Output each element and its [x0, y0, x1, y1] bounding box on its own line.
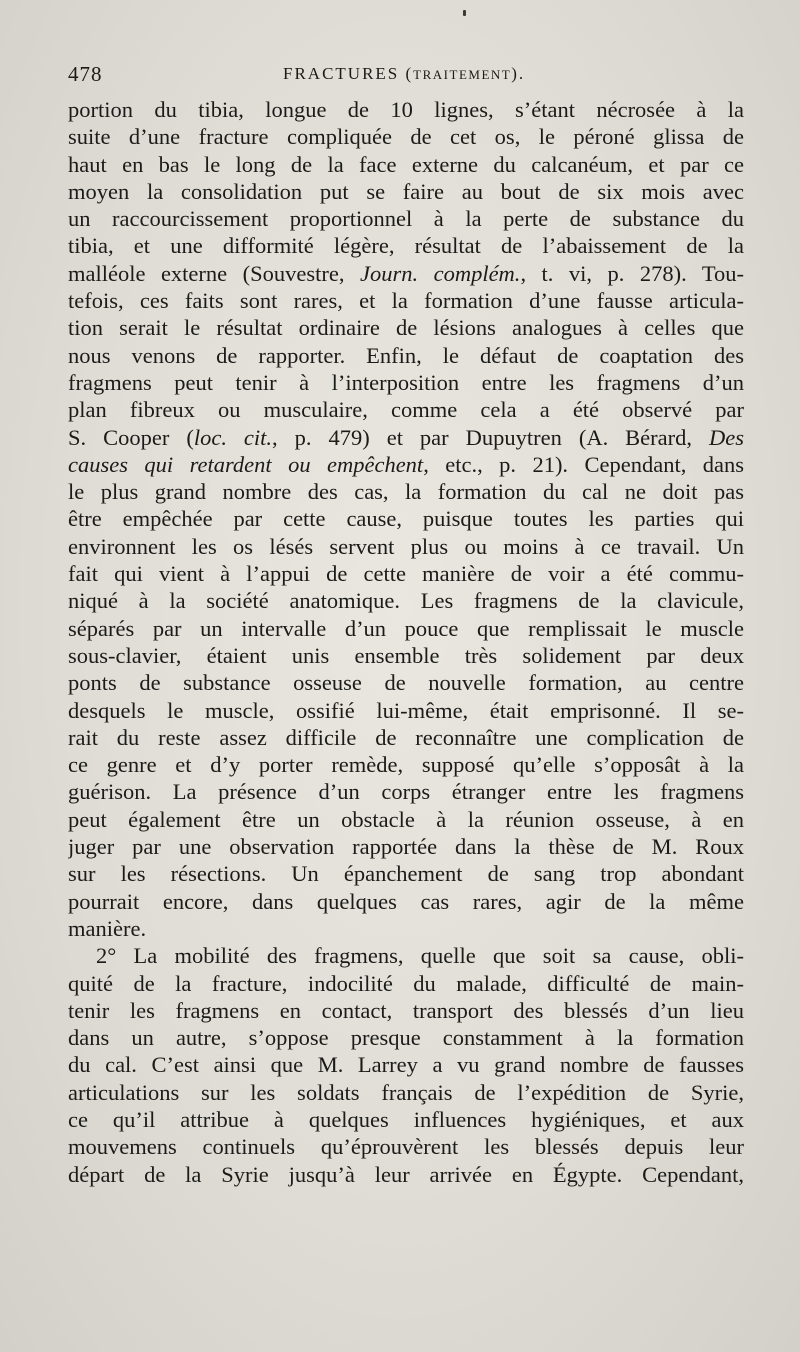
text-segment: malléole externe (Souvestre,: [68, 260, 360, 286]
running-head-main: FRACTURES (: [283, 64, 414, 83]
text-segment: , t. vi, p. 278). Tou-: [520, 260, 744, 286]
text-line: fragmens peut tenir à l’interposition entre les fragmens d’un: [68, 369, 744, 395]
text-line: tion serait le résultat ordinaire de lésions analogues à celles que: [68, 315, 744, 341]
text-line: fait qui vient à l’appui de cette manière de voir a été commu-: [68, 561, 744, 587]
text-line: desquels le muscle, ossifié lui-même, était emprisonné. Il se-: [68, 697, 744, 723]
text-line: environnent les os lésés servent plus ou moins à ce travail. Un: [68, 533, 744, 559]
text-line: ponts de substance osseuse de nouvelle formation, au centre: [68, 670, 744, 696]
text-segment: , p. 479) et par Dupuytren (A. Bérard,: [272, 424, 709, 450]
page-header: [68, 62, 744, 98]
page-number: 478: [68, 62, 103, 86]
text-line: niqué à la société anatomique. Les fragmens de la clavicule,: [68, 588, 744, 614]
text-line: sur les résections. Un épanchement de sang trop abondant: [68, 861, 744, 887]
text-line: portion du tibia, longue de 10 lignes, s’étant nécrosée à la: [68, 97, 744, 122]
ink-speck: [463, 10, 466, 16]
text-line: ce qu’il attribue à quelques influences hygiéniques, et aux: [68, 1106, 744, 1132]
text-line: rait du reste assez difficile de reconnaître une complication de: [68, 724, 744, 750]
text-line: être empêchée par cette cause, puisque toutes les parties qui: [68, 506, 744, 532]
text-line: départ de la Syrie jusqu’à leur arrivée en Égypte. Cependant,: [68, 1161, 744, 1187]
italic-citation: Des: [708, 424, 744, 450]
text-line: haut en bas le long de la face externe du calcanéum, et par ce: [68, 151, 744, 177]
running-head: [283, 64, 525, 84]
italic-citation: Journ. complém.: [359, 260, 521, 286]
text-line: guérison. La présence d’un corps étranger entre les fragmens: [68, 779, 744, 805]
text-line: 2° La mobilité des fragmens, quelle que soit sa cause, obli-: [96, 943, 744, 969]
text-line: plan fibreux ou musculaire, comme cela a été observé par: [68, 397, 744, 423]
text-line: dans un autre, s’oppose presque constamment à la formation: [68, 1025, 744, 1051]
text-line: un raccourcissement proportionnel à la perte de substance du: [68, 206, 744, 232]
text-line: [68, 424, 744, 451]
text-line: du cal. C’est ainsi que M. Larrey a vu grand nombre de fausses: [68, 1052, 744, 1078]
text-line: sous-clavier, étaient unis ensemble très solidement par deux: [68, 642, 744, 668]
text-line: tenir les fragmens en contact, transport des blessés d’un lieu: [68, 997, 744, 1023]
text-segment: , etc., p. 21). Cependant, dans: [423, 451, 744, 477]
text-line: tefois, ces faits sont rares, et la formation d’une fausse articula-: [68, 288, 744, 314]
body-text: [68, 96, 744, 1188]
running-head-smallcaps: TRAITEMENT: [413, 67, 512, 82]
text-line: mouvemens continuels qu’éprouvèrent les blessés depuis leur: [68, 1134, 744, 1160]
text-segment: S. Cooper (: [68, 424, 194, 450]
text-line: [68, 451, 744, 478]
italic-citation: causes qui retardent ou empêchent: [68, 451, 424, 477]
text-line: tibia, et une difformité légère, résultat de l’abaissement de la: [68, 233, 744, 259]
text-line: suite d’une fracture compliquée de cet os, le péroné glissa de: [68, 124, 744, 150]
text-line: peut également être un obstacle à la réunion osseuse, à en: [68, 806, 744, 832]
text-line: séparés par un intervalle d’un pouce que remplissait le muscle: [68, 615, 744, 641]
text-line: pourrait encore, dans quelques cas rares, agir de la même: [68, 888, 744, 914]
running-head-end: ).: [511, 64, 526, 83]
text-line: manière.: [68, 915, 147, 941]
text-line: nous venons de rapporter. Enfin, le défaut de coaptation des: [68, 342, 744, 368]
text-line: quité de la fracture, indocilité du malade, difficulté de main-: [68, 970, 744, 996]
text-line: ce genre et d’y porter remède, supposé qu’elle s’opposât à la: [68, 752, 744, 778]
italic-citation: loc. cit.: [193, 424, 273, 450]
text-line: le plus grand nombre des cas, la formation du cal ne doit pas: [68, 479, 744, 505]
text-line: moyen la consolidation put se faire au bout de six mois avec: [68, 178, 744, 204]
text-line: articulations sur les soldats français de l’expédition de Syrie,: [68, 1079, 744, 1105]
text-line: [68, 260, 744, 287]
text-line: juger par une observation rapportée dans la thèse de M. Roux: [68, 834, 744, 860]
